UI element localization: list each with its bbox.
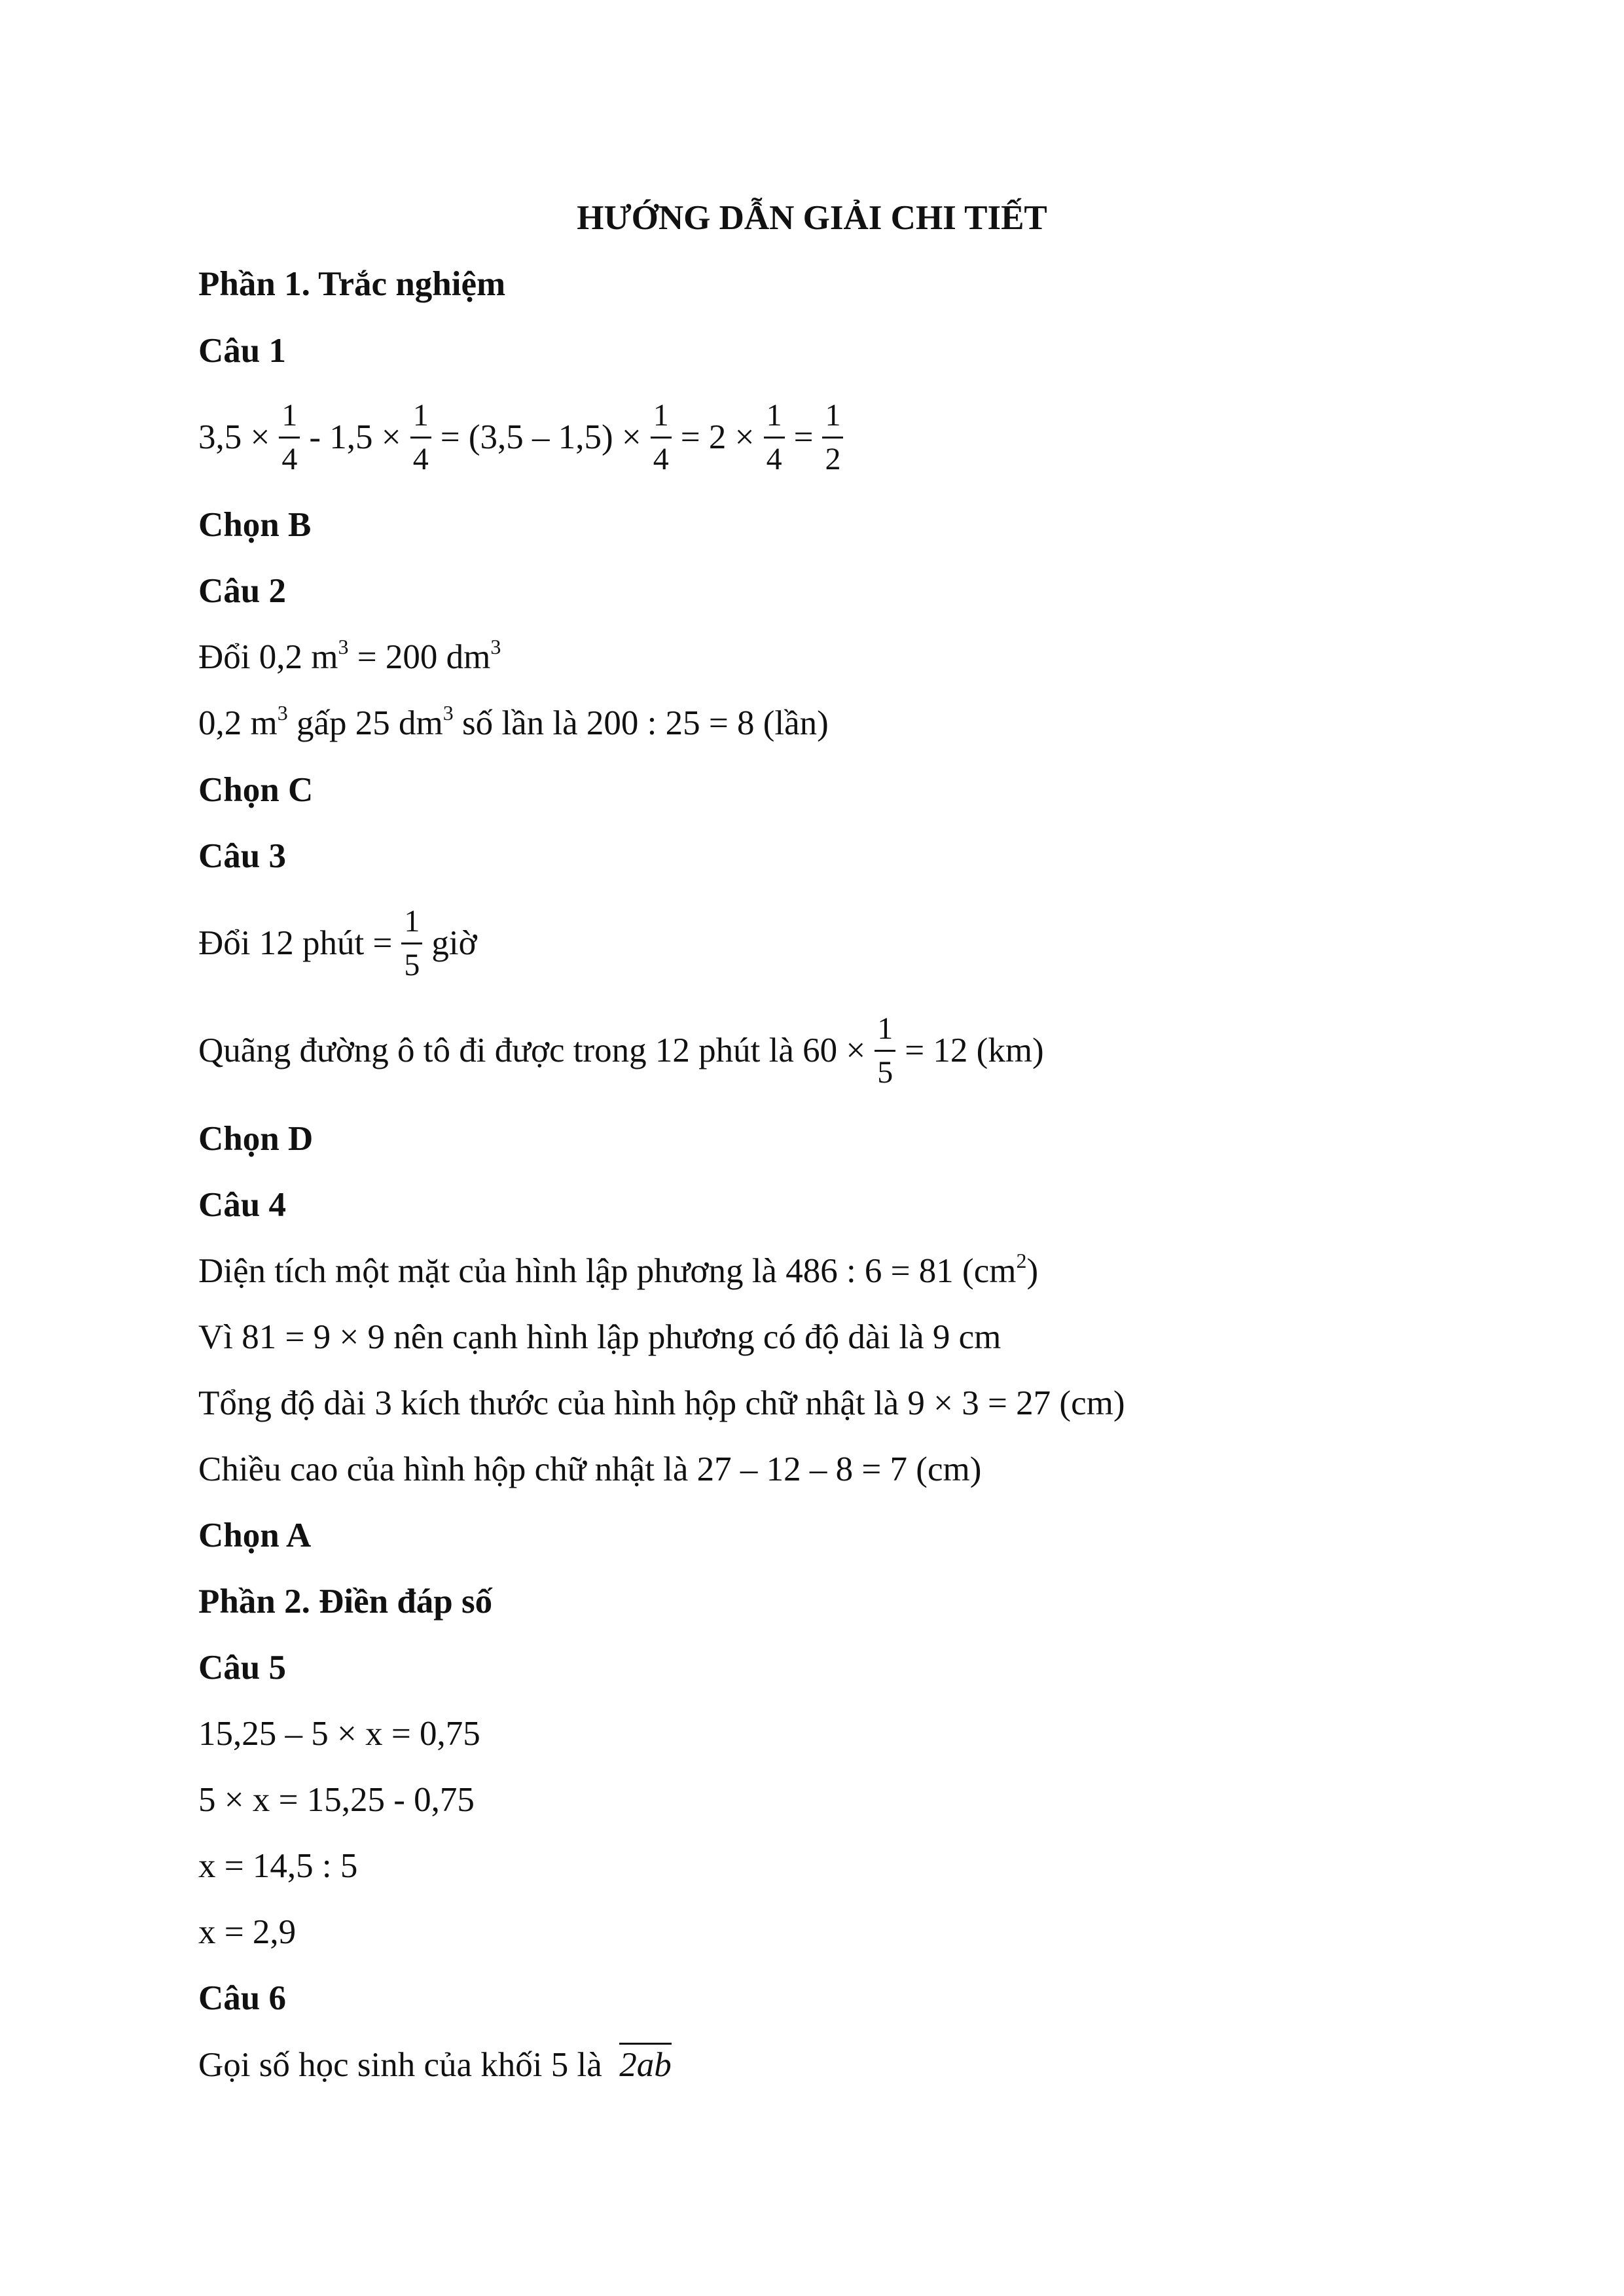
q6-number-overline: 2ab	[619, 2043, 672, 2084]
q4-line-3: Tổng độ dài 3 kích thước của hình hộp chữ nhật là 9 × 3 = 27 (cm)	[198, 1384, 1125, 1422]
q2-label: Câu 2	[198, 572, 287, 610]
q1-f3-den: 4	[653, 441, 669, 476]
q3-label: Câu 3	[198, 837, 287, 875]
q6-line-1	[198, 2044, 672, 2086]
q4-l1-sup: 2	[1016, 1249, 1027, 1272]
document-title: HƯỚNG DẪN GIẢI CHI TIẾT	[577, 199, 1047, 237]
q2-line-1	[198, 636, 501, 678]
q2-answer: Chọn C	[198, 771, 314, 809]
q3-answer: Chọn D	[198, 1120, 314, 1158]
q6-label: Câu 6	[198, 1979, 287, 2017]
q2-l1-sup2: 3	[490, 635, 501, 658]
q1-f4-den: 4	[766, 441, 782, 476]
q4-answer: Chọn A	[198, 1516, 312, 1554]
q1-f1-num: 1	[279, 400, 300, 439]
q1-label: Câu 1	[198, 332, 287, 370]
q5-label: Câu 5	[198, 1649, 287, 1687]
q3-l2-num: 1	[875, 1013, 895, 1052]
part2-heading: Phần 2. Điền đáp số	[198, 1583, 493, 1621]
q1-f1-den: 4	[281, 441, 298, 476]
q2-l2-c: số lần là 200 : 25 = 8 (lần)	[453, 704, 829, 742]
q5-line-3: x = 14,5 : 5	[198, 1847, 358, 1885]
q1-f4-num: 1	[764, 400, 785, 439]
q1-f2-den: 4	[412, 441, 429, 476]
q1-fraction-3	[651, 397, 672, 476]
q1-eq-term-b: - 1,5 ×	[309, 418, 401, 456]
q3-l1-fraction	[401, 903, 422, 982]
q4-line-1	[198, 1250, 1038, 1292]
q2-l2-a: 0,2 m	[198, 704, 278, 742]
q3-l1-num: 1	[401, 906, 422, 944]
q3-l1-den: 5	[404, 947, 420, 982]
q3-l1-b: giờ	[431, 924, 477, 962]
q1-eq-term-a: 3,5 ×	[198, 418, 270, 456]
q3-line-1	[198, 901, 477, 986]
q2-line-2	[198, 702, 829, 744]
q4-l1-a: Diện tích một mặt của hình lập phương là 486 : 6 = 81 (cm	[198, 1252, 1017, 1290]
q2-l2-sup2: 3	[442, 701, 454, 725]
q2-l2-sup1: 3	[277, 701, 288, 725]
q1-fraction-2	[410, 397, 431, 476]
q1-f5-den: 2	[825, 441, 841, 476]
q4-l1-b: )	[1026, 1252, 1039, 1290]
q3-l2-fraction	[875, 1013, 895, 1088]
q2-l1-sup1: 3	[338, 635, 349, 658]
q1-eq-term-e: =	[793, 418, 814, 456]
q5-line-2: 5 × x = 15,25 - 0,75	[198, 1781, 475, 1819]
q3-line-2	[198, 1008, 1044, 1093]
q2-l2-b: gấp 25 dm	[287, 704, 443, 742]
q3-l2-den: 5	[877, 1054, 893, 1090]
q1-answer: Chọn B	[198, 506, 312, 544]
q1-eq-term-d: = 2 ×	[680, 418, 755, 456]
q1-f3-num: 1	[651, 400, 672, 439]
q1-equation	[198, 395, 852, 480]
q4-label: Câu 4	[198, 1186, 287, 1224]
q1-fraction-5	[822, 397, 843, 476]
q5-line-4: x = 2,9	[198, 1913, 297, 1951]
q2-l1-b: = 200 dm	[348, 638, 491, 676]
q3-l2-b: = 12 (km)	[905, 1031, 1044, 1069]
q1-f5-num: 1	[822, 400, 843, 439]
q4-line-4: Chiều cao của hình hộp chữ nhật là 27 – 12 – 8 = 7 (cm)	[198, 1450, 982, 1488]
q2-l1-a: Đổi 0,2 m	[198, 638, 338, 676]
q5-line-1: 15,25 – 5 × x = 0,75	[198, 1715, 480, 1753]
q1-fraction-4	[764, 397, 785, 476]
q4-line-2: Vì 81 = 9 × 9 nên cạnh hình lập phương có độ dài là 9 cm	[198, 1318, 1001, 1356]
q6-l1-a: Gọi số học sinh của khối 5 là	[198, 2046, 602, 2084]
q3-l1-a: Đổi 12 phút =	[198, 924, 393, 962]
q3-l2-a: Quãng đường ô tô đi được trong 12 phút là 60 ×	[198, 1031, 866, 1069]
q1-eq-term-c: = (3,5 – 1,5) ×	[440, 418, 641, 456]
q1-fraction-1	[279, 397, 300, 476]
q1-f2-num: 1	[410, 400, 431, 439]
part1-heading: Phần 1. Trắc nghiệm	[198, 265, 506, 303]
